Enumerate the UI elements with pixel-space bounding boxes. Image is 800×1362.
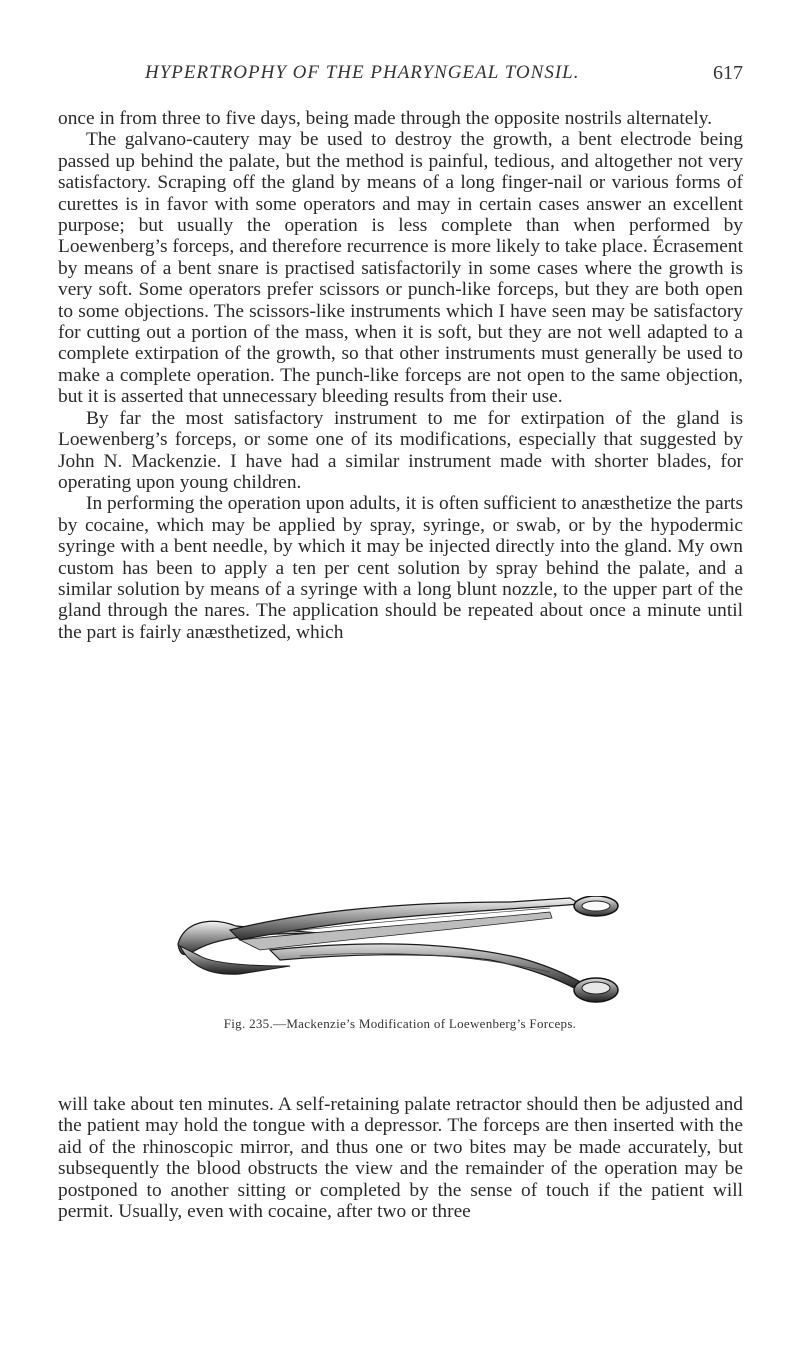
forceps-figure xyxy=(150,896,650,1006)
body-text-top xyxy=(58,108,743,643)
running-title: HYPERTROPHY OF THE PHARYNGEAL TONSIL. xyxy=(145,62,580,83)
paragraph: In performing the operation upon adults, it is often sufficient to anæsthetize the parts by cocaine, which may be applied by spray, syringe, or swab, or by the hypodermic syringe with a bent needle, by which it may be injected directly into the gland. My own custom has been to apply a ten per cent solution by spray behind the palate, and a similar solution by means of a syringe with a long blunt nozzle, to the upper part of the gland through the nares. The application should be repeated about once a minute until the part is fairly anæsthetized, which xyxy=(58,493,743,643)
forceps-illustration xyxy=(150,896,650,1006)
paragraph: The galvano-cautery may be used to destroy the growth, a bent electrode being passed up behind the palate, but the method is painful, tedious, and altogether not very satisfactory. Scraping off the gland by means of a long finger-nail or various forms of curettes is in favor with some operators and may in certain cases answer an excellent purpose; but usually the operation is less complete than when performed by Loewenberg’s forceps, and therefore recurrence is more likely to take place. Écrasement by means of a bent snare is practised satisfactorily in some cases where the growth is very soft. Some operators prefer scissors or punch-like forceps, but they are both open to some objections. The scissors-like instruments which I have seen may be satisfactory for cutting out a portion of the mass, when it is soft, but they are not well adapted to a complete extirpation of the growth, so that other instruments must generally be used to make a complete operation. The punch-like forceps are not open to the same objection, but it is asserted that unnecessary bleeding results from their use. xyxy=(58,129,743,408)
lower-blade xyxy=(270,944,584,990)
paragraph: once in from three to five days, being made through the opposite nostrils alternately. xyxy=(58,108,713,129)
body-text-bottom xyxy=(58,1094,743,1222)
paragraph: By far the most satisfactory instrument to me for extirpation of the gland is Loewenberg’s forceps, or some one of its modifications, especially that suggested by John N. Mackenzie. I have had a similar instrument made with shorter blades, for operating upon young children. xyxy=(58,407,743,493)
paragraph: will take about ten minutes. A self-retaining palate retractor should then be adjusted and the patient may hold the tongue with a depressor. The forceps are then inserted with the aid of the rhinoscopic mirror, and thus one or two bites may be made accurately, but subsequently the blood obstructs the view and the remainder of the operation may be postponed to another sitting or completed by the sense of touch if the patient will permit. Usually, even with cocaine, after two or three xyxy=(58,1094,743,1223)
figure-caption: Fig. 235.—Mackenzie’s Modification of Loewenberg’s Forceps. xyxy=(223,1016,577,1031)
page-number: 617 xyxy=(713,62,743,84)
